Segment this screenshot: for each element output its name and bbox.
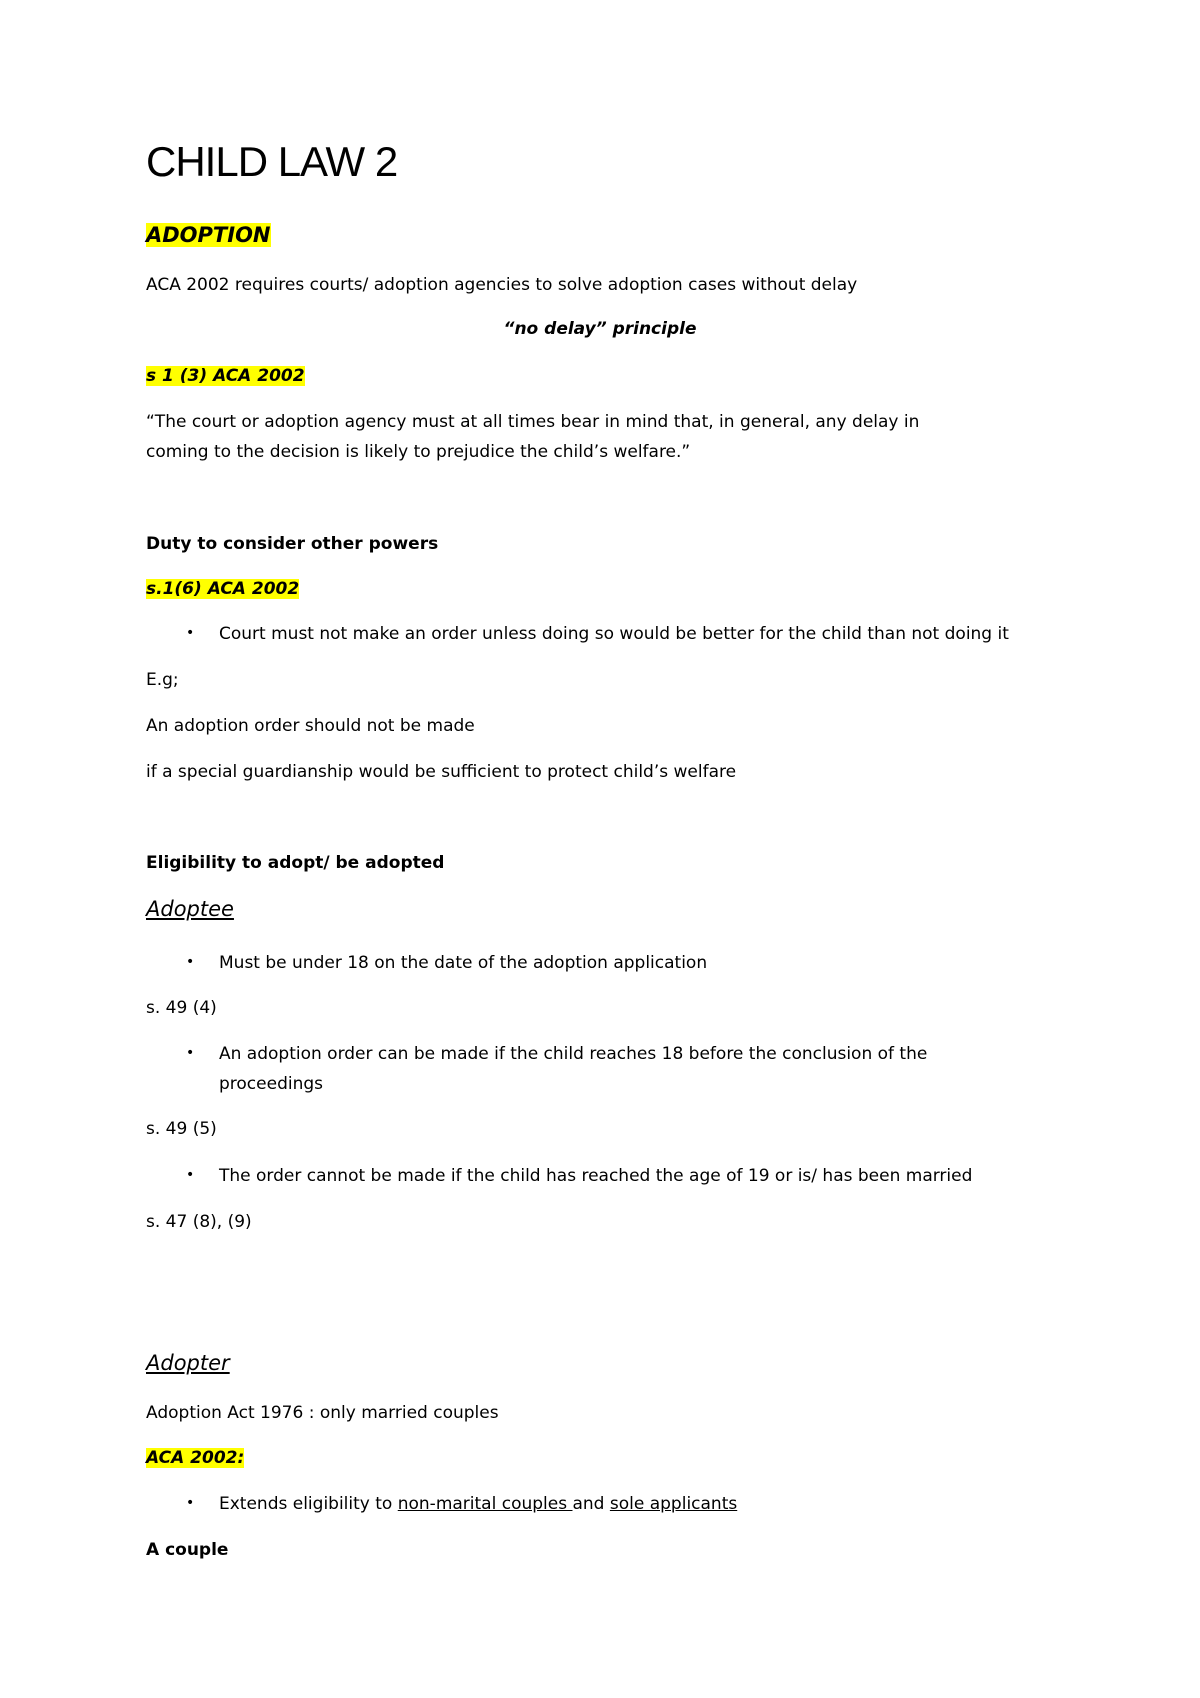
eg-line-2: if a special guardianship would be sufficient to protect child’s welfare bbox=[146, 762, 737, 782]
bullet-under18: Must be under 18 on the date of the adoption application bbox=[219, 953, 708, 973]
bullet-icon: • bbox=[186, 1167, 195, 1183]
eligibility-heading: Eligibility to adopt/ be adopted bbox=[146, 853, 445, 873]
quote-text: “The court or adoption agency must at all times bear in mind that, in general, any delay in coming to the decision is likely to prejudice the child’s welfare.” bbox=[146, 412, 920, 462]
eg-line-1: An adoption order should not be made bbox=[146, 716, 475, 736]
ref-s49-5: s. 49 (5) bbox=[146, 1119, 217, 1139]
a-couple-heading: A couple bbox=[146, 1540, 229, 1560]
ref-s49-4: s. 49 (4) bbox=[146, 998, 217, 1018]
intro-text: ACA 2002 requires courts/ adoption agencies to solve adoption cases without delay bbox=[146, 275, 858, 295]
non-marital-couples: non-marital couples bbox=[397, 1494, 573, 1514]
eg-label: E.g; bbox=[146, 670, 179, 690]
adoptee-heading: Adoptee bbox=[146, 897, 234, 921]
document-title: CHILD LAW 2 bbox=[146, 138, 398, 185]
adoption-act-1976: Adoption Act 1976 : only married couples bbox=[146, 1403, 499, 1423]
sole-applicants: sole applicants bbox=[609, 1494, 738, 1514]
ref-s47: s. 47 (8), (9) bbox=[146, 1212, 252, 1232]
bullet-court: Court must not make an order unless doing so would be better for the child than not doing it bbox=[219, 624, 1009, 644]
ref-s1-3: s 1 (3) ACA 2002 bbox=[146, 366, 305, 386]
duty-heading: Duty to consider other powers bbox=[146, 534, 439, 554]
adopter-heading: Adopter bbox=[146, 1351, 230, 1375]
extends-eligibility: Extends eligibility to non-marital couples and sole applicants bbox=[219, 1494, 738, 1514]
bullet-icon: • bbox=[186, 1045, 195, 1061]
bullet-icon: • bbox=[186, 625, 195, 641]
adoption-heading: ADOPTION bbox=[146, 223, 271, 247]
ref-s1-6: s.1(6) ACA 2002 bbox=[146, 579, 300, 599]
bullet-icon: • bbox=[186, 954, 195, 970]
bullet-age19: The order cannot be made if the child has reached the age of 19 or is/ has been married bbox=[219, 1166, 973, 1186]
aca-2002-label: ACA 2002: bbox=[146, 1448, 245, 1468]
bullet-reaches18: An adoption order can be made if the child reaches 18 before the conclusion of the proceedings bbox=[219, 1044, 928, 1094]
bullet-icon: • bbox=[186, 1495, 195, 1511]
no-delay-principle: “no delay” principle bbox=[503, 319, 697, 339]
